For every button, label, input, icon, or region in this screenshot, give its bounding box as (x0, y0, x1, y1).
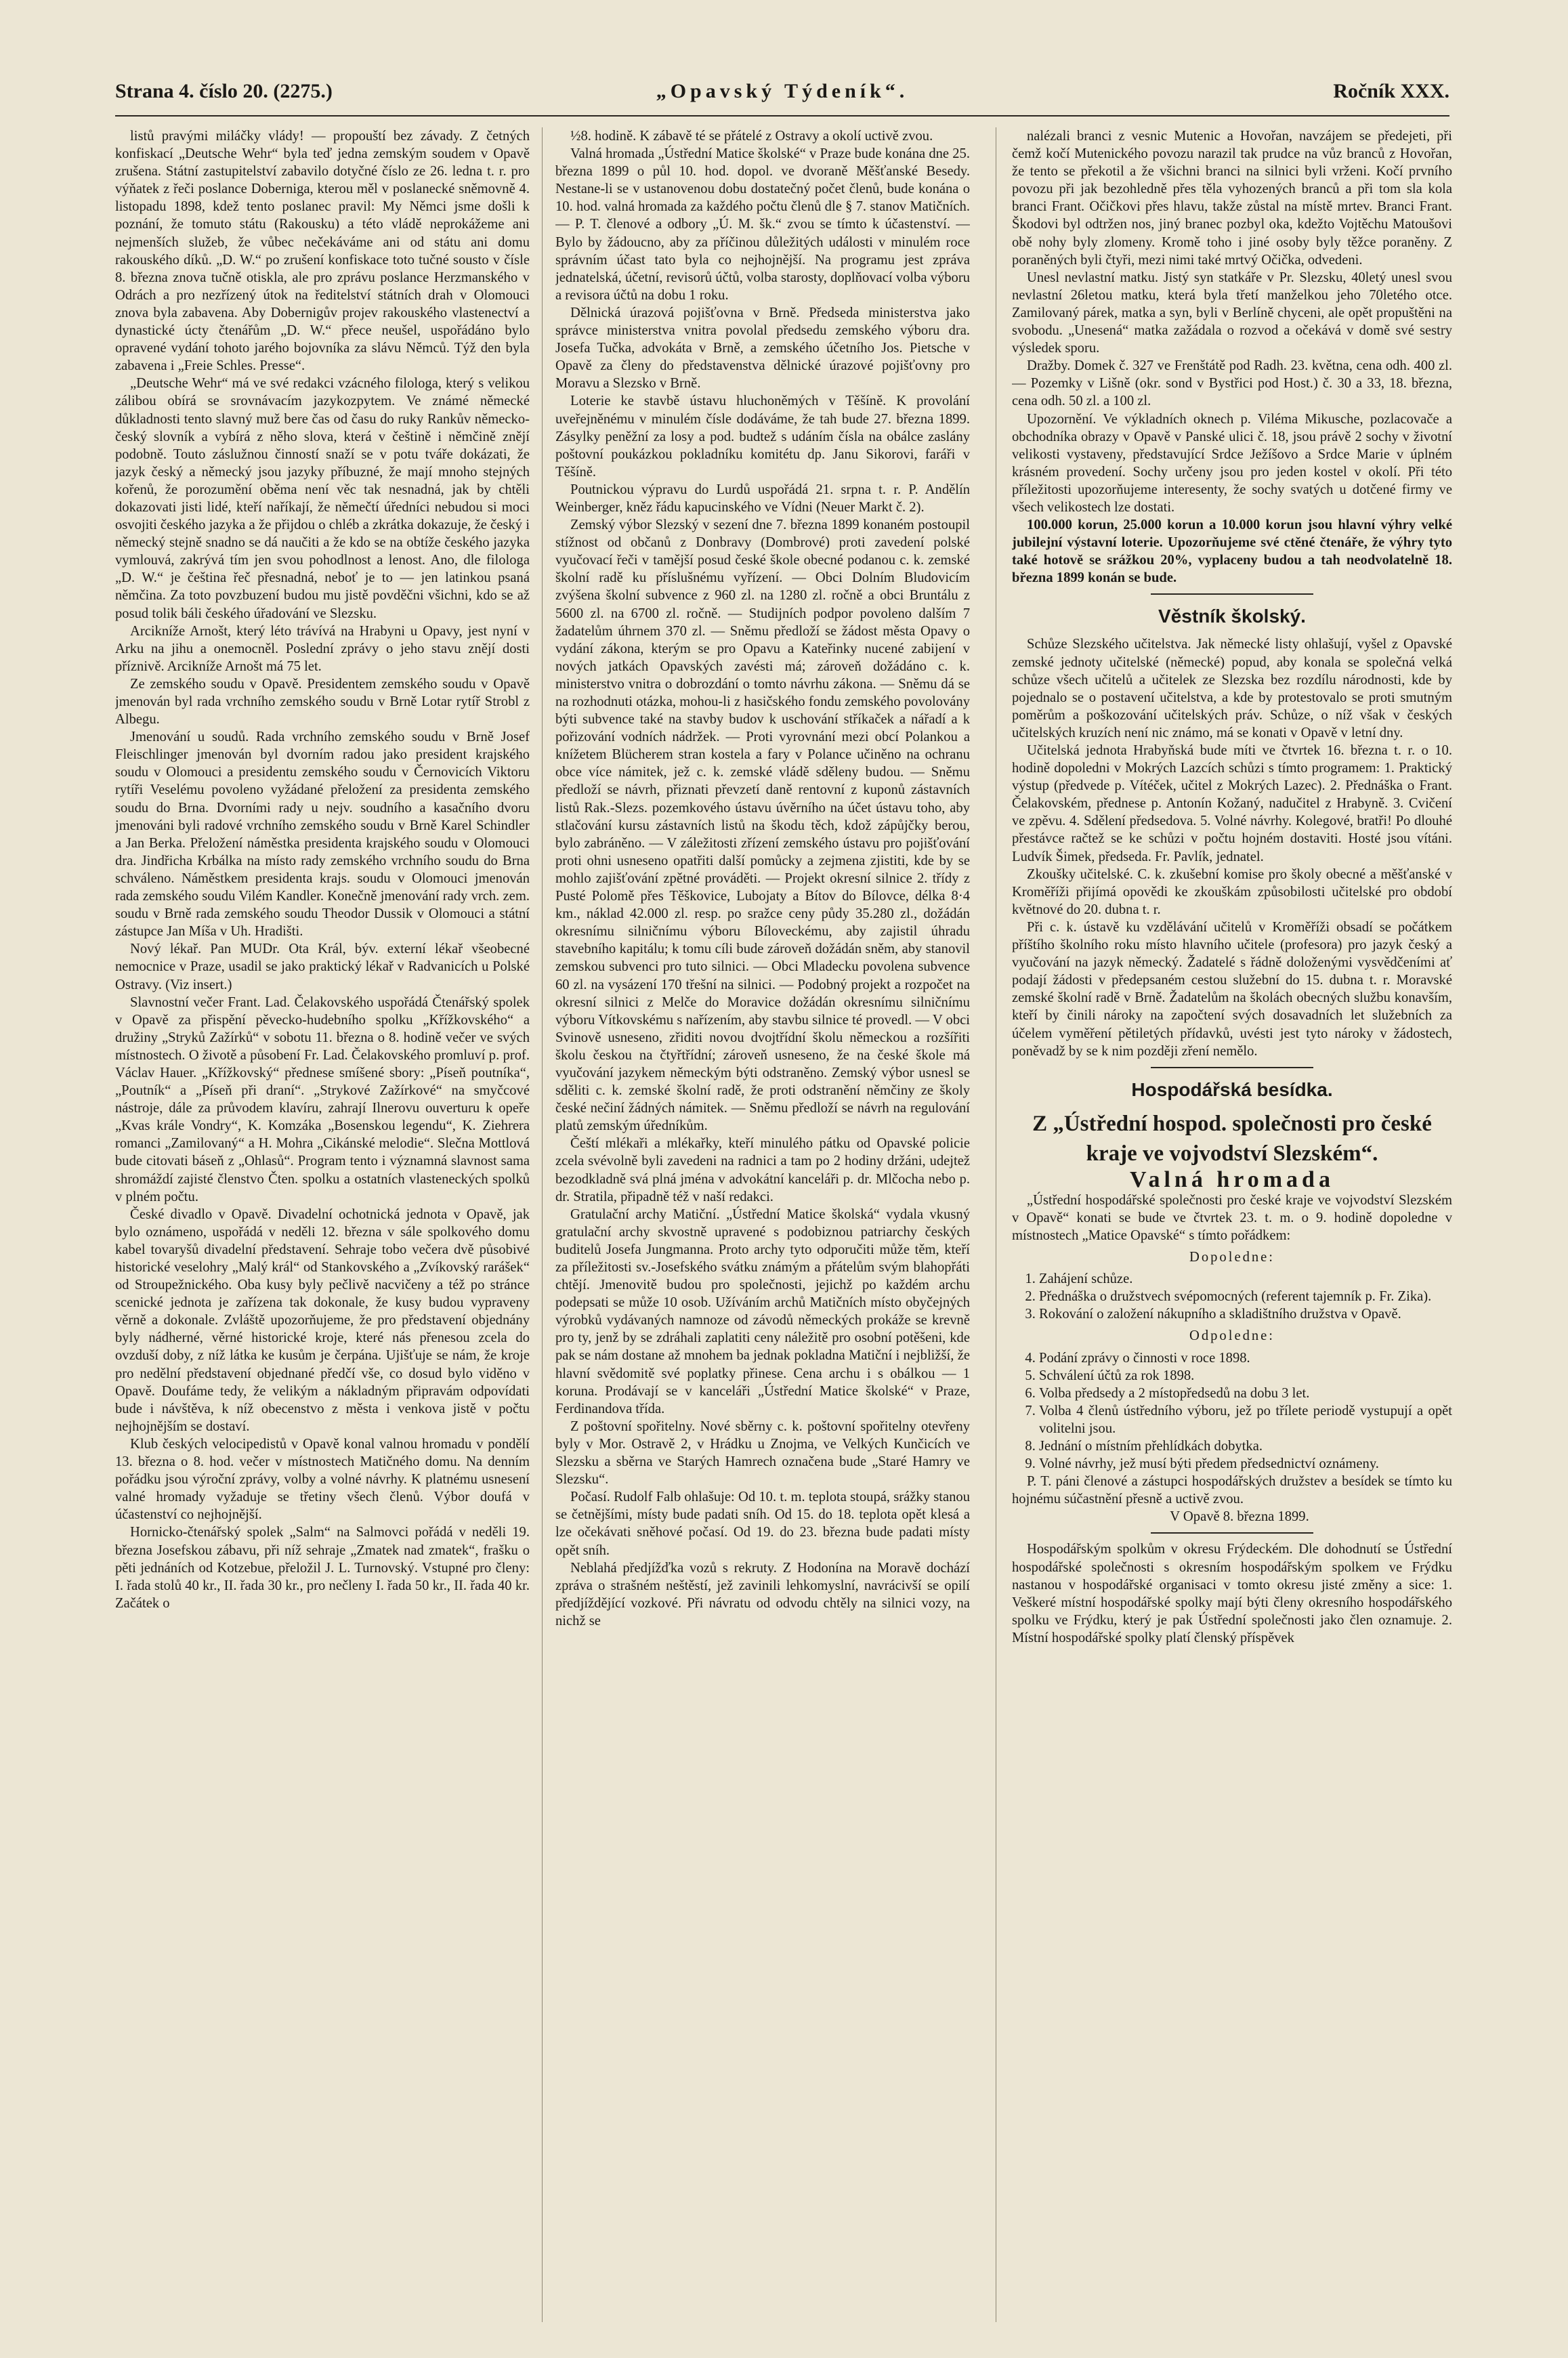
page-number: Strana 4. číslo 20. (2275.) (115, 80, 333, 102)
paragraph: Hospodářským spolkům v okresu Frýdeckém. Dle dohodnutí se Ústřední hospodářské společnosti s okresním hospodářským spolkem ve Frýdku nastanou v hospodářské organisaci v tomto okresu jisté změny a sice: 1. Veškeré místní hospodářské spolky mají býti členy okresního hospodářského spolku ve Frýdku, který je pak Ústřední společnosti jako člen oznamuje. 2. Místní hospodářské spolky platí členský příspěvek (1012, 1542, 1452, 1645)
paragraph: Počasí. Rudolf Falb ohlašuje: Od 10. t. m. teplota stoupá, srážky stanou se četnějšími, místy bude padati sníh. Od 15. do 18. teplota opět klesá a lze očekávati sněhové počasí. Od 19. do 23. března bude padati místy opět sníh. (555, 1490, 970, 1558)
paragraph: Dražby. Domek č. 327 ve Frenštátě pod Radh. 23. května, cena odh. 400 zl. — Pozemky v Lišně (okr. sond v Bystřici pod Host.) č. 30 a 33, 18. března, cena odh. 50 zl. a 100 zl. (1012, 358, 1452, 409)
paragraph: Z poštovní spořitelny. Nové sběrny c. k. poštovní spořitelny otevřeny byly v Mor. Ostravě 2, v Hrádku u Znojma, ve Velkých Kunčicích ve Slezsku a sběrna ve Starých Hamrech označena bude „Staré Hamry ve Slezsku“. (555, 1418, 970, 1488)
paragraph: P. T. páni členové a zástupci hospodářských družstev a besídek se tímto ku hojnému súčastnění přesně a uctivě zvou. (1012, 1474, 1452, 1507)
paragraph: Klub českých velocipedistů v Opavě konal valnou hromadu v pondělí 13. března o 8. hod. večer v místnostech Matičného domu. Na denním pořádku jsou výroční zprávy, volby a volné návrhy. K platnému usnesení valné hromady vyžaduje se třetiny všech členů. Výbor doufá v účastenství co nejhojnější. (115, 1436, 530, 1523)
paragraph: listů pravými miláčky vlády! — propouští bez závady. Z četných konfiskací „Deutsche Wehr“ byla teď jedna zemským soudem v Opavě zrušena. Státní zastupitelství zabavilo dotyčné číslo ze 26. ledna t. r. pro výňatek z řeči poslance Doberniga, kterou měl v poslanecké sněmovně 4. listopadu 1898, kdež tento poslanec pravil: My Němci jsme došli k poznání, že tomuto státu (Rakousku) a této vládě neprokážeme ani nejmenších služeb, že vůbec nečekáváme ani od státu ani domu rakouského díků. „D. W.“ po zrušení konfiskace toto tučné sousto v čísle 8. března znova tučně otiskla, ale pro zprávu poslance Herzmanského v Odrách a pro nezřízený útok na ředitelství státních drah v Olomouci znova byla zabavena. Aby Dobernigův projev rakouského vlastenectví a dynastické úcty čtenářům „D. W.“ přece neušel, uspořádáno bylo opravené vydání tohoto jarého bojovníka za slávu Němců. Týž den byla zabavena i „Freie Schles. Presse“. (115, 129, 530, 374)
agenda-item: 8. Jednání o místním přehlídkách dobytka. (1039, 1437, 1452, 1455)
paragraph: Hornicko-čtenářský spolek „Salm“ na Salmovci pořádá v neděli 19. března Josefskou zábavu, při níž sehraje „Zmatek nad zmatek“, frašku o pěti jednáních od Kotzebue, přeložil J. L. Turnovský. Vstupné pro členy: I. řada stolů 40 kr., II. řada 30 kr., pro nečleny I. řada 50 kr., II. řada 40 kr. Začátek o (115, 1525, 530, 1611)
section-heading-school: Věstník školský. (1158, 606, 1306, 627)
paragraph: Dělnická úrazová pojišťovna v Brně. Předseda ministerstva jako správce ministerstva vnitra povolal předsedu zemského výboru dra. Josefa Tučka, advokáta v Brně, a zemského účetního Jos. Pietsche v Opavě za členy do představenstva dělnické úrazové pojišťovny pro Moravu a Slezsko v Brně. (555, 305, 970, 392)
agenda-list-morning (1012, 1270, 1452, 1323)
paragraph: Upozornění. Ve výkladních oknech p. Viléma Mikusche, pozlacovače a obchodníka obrazy v Opavě v Panské ulici č. 18, jsou právě 2 sochy v životní velikosti vystaveny, představující Srdce Ježíšovo a Srdce Marie v úplném krásném provedení. Sochy určeny jsou pro jeden kostel v okolí. Při této příležitosti upozorňujeme interesenty, že sochy svatých u dotčené firmy ve všech velikostech lze dostati. (1012, 411, 1452, 515)
section-divider (1151, 1067, 1313, 1068)
paragraph: ½8. hodině. K zábavě té se přátelé z Ostravy a okolí uctivě zvou. (570, 129, 933, 144)
paragraph: „Ústřední hospodářské společnosti pro české kraje ve vojvodství Slezském v Opavě“ konati se bude ve čtvrtek 23. t. m. o 9. hodině dopoledne v místnostech „Matice Opavské“ s tímto pořádkem: (1012, 1192, 1452, 1243)
paragraph: Slavnostní večer Frant. Lad. Čelakovského uspořádá Čtenářský spolek v Opavě za přispění pěvecko-hudebního spolku „Křížkovského“ a družiny „Stryků Zažírků“ v sobotu 11. března o 8. hodině večer ve svých místnostech. O životě a působení Fr. Lad. Čelakovského promluví p. prof. Václav Hauer. „Křížkovský“ přednese smíšené sbory: „Píseň poutníka“, „Poutník“ a „Píseň při draní“. „Strykové Zažírkové“ na smyčcové nástroje, dále za průvodem klavíru, zahrají Ilnerovu ouverturu k opeře „Kvas krále Vondry“, K. Komzáka „Bosenskou legendu“, K. Ziehrera romanci „Zamilovaný“ a H. Mohra „Cikánské melodie“. Slečna Mottlová bude citovati báseň z „Ohlasů“. Program tento i významná slavnost sama shromáždí zajisté členstvo Čten. spolku a ostatních vlasteneckých spolků v plném počtu. (115, 994, 530, 1204)
paragraph: Gratulační archy Matiční. „Ústřední Matice školská“ vydala vkusný gratulační archy skvostně upravené s podobiznou patriarchy českých buditelů Josefa Jungmanna. Proto archy tyto odporučiti může těm, kteří za příležitosti sv.-Josefského svátku známým a přátelům svým blahopřáti chtějí. Jmenovitě budou pro společnosti, jejichž po každém archu podepsati se může 10 osob. Užíváním archů Matičních místo obyčejných výrobků vydávaných namnoze od závodů německých prokáže se krevně pro ty, jenž by se zdráhali zaplatiti ceny náležitě pro osobní potěšeni, kde pak se nám dostane až mnohem ba jednak pokladna Matiční i nejbližší, že hlavní svědomitě své poplatky přinese. Cena archu i s obálkou — 1 koruna. Prodávají se v kanceláři „Ústřední Matice školské“ v Praze, Ferdinandova třída. (555, 1206, 970, 1416)
newspaper-title: „Opavský Týdeník“. (656, 80, 909, 102)
column-1 (115, 127, 530, 2322)
paragraph: Loterie ke stavbě ústavu hluchoněmých v Těšíně. K provolání uveřejněnému v minulém čísle dodáváme, že tah bude 27. března 1899. Zásylky peněžní za losy a pod. budtež s udáním čísla na obálce zaslány poštovní poukázkou pokladníku komitétu dp. Janu Sikorovi, faráři v Těšíně. (555, 394, 970, 480)
paragraph: Valná hromada „Ústřední Matice školské“ v Praze bude konána dne 25. března 1899 o půl 10. hod. dopol. ve dvoraně Měšťanské Besedy. Nestane-li se v ustanovenou dobu dostatečný počet členů, bude konána o 10. hod. valná hromada za každého počtu členů dle § 7. stanov Matičních. — P. T. členové a odbory „Ú. M. šk.“ zvou se tímto k účastenství. — Bylo by žádoucno, aby za příčinou důležitých události v minulém roce správním účast tato byla co nejhojnější. Na programu jest zpráva jednatelská, účetní, revisorů účtů, volba starosty, doplňovací volba výboru a revisora účtů na dobu 1 roku. (555, 146, 970, 303)
agenda-item: 6. Volba předsedy a 2 místopředsedů na dobu 3 let. (1039, 1385, 1452, 1402)
agenda-list-afternoon (1012, 1349, 1452, 1473)
paragraph: nalézali branci z vesnic Mutenic a Hovořan, navzájem se předejeti, při čemž kočí Mutenického povozu narazil tak prudce na vůz branců z Hovořan, že tento se překotil a že všichni branci na silnici byli vrženi. Kočí prvního povozu při jak bezohledně přes těla vyhozených branců a při tom sla kola branci Frant. Očičkovi přes hlavu, takže zůstal na místě mrtev. Branci Frant. Škodovi byl odtržen nos, jiný branec pozbyl oka, kdežto Vojtěchu Matoušovi obě nohy byly zlomeny. Kromě toho i jiné osoby byly těžce poraněny. Z poraněných byli čtyři, mezi nimi také mrtvý Očička, odvedeni. (1012, 129, 1452, 268)
paragraph: Čeští mlékaři a mlékařky, kteří minulého pátku od Opavské policie zcela svévolně byli zavedeni na radnici a tam po 2 hodiny držáni, udejtež bezodkladně svá plná jména v advokátní kanceláři p. dr. Mlčocha nebo p. dr. Stratila, připadně též v naší redakci. (555, 1136, 970, 1204)
column-3 (1012, 127, 1452, 2322)
article-subheadline: Valná hromada (1130, 1166, 1334, 1192)
paragraph: Zemský výbor Slezský v sezení dne 7. března 1899 konaném postoupil stížnost od občanů z Donbravy (Dombrové) proti zavedení polské vyučovací řeči v tamější posud české škole obecné podanou c. k. zemské školní radě ku příslušnému vyřízení. — Obci Dolním Bludovicím zvýšena školní subvence z 960 zl. na 1280 zl. ročně a obci Bruntálu z 5600 zl. na 6700 zl. ročně. — Studijních podpor povoleno dalším 7 žadatelům úhrnem 370 zl. — Sněmu předloží se žádost města Opavy o vydání zákona, kterým se pro Opavu a Kateřinky nucené zabijení v nových jatkách Opavských zavésti má; zároveň dožádáno c. k. ministerstvo vnitra o dobrozdání o tomto návrhu zákona. — Sněmu dá se na rozhodnuti otázka, mohou-li z hasičského fondu zemského povolovány býti subvence také na stavby budov k uschování stříkaček a nářadí a k pořizování vodních nádržek. — Proti vyrovnání mezi obcí Polankou a knížetem Blücherem stran kostela a fary v Polance učiněno na ochranu obce více námitek, jež c. k. zemské vládě sděleny budou. — Sněmu předloží se návrh, přiznati převzetí daně rentovní z kuponů zástavních listů Rak.-Slezs. pozemkového ústavu úvěrního na účet ústavu toho, aby stlačování kursu zástavních listů na škodu těch, kdož zápůjčky berou, bylo zabráněno. — V záležitosti zřízení zemského ústavu pro pojišťování proti ohni usneseno opatřiti další pomůcky a zejmena zjistiti, kde by se mohlo zajišťování zpětné prováděti. — Projekt okresní silnice 2. třídy z Pusté Polomě přes Těškovice, Lubojaty a Bítov do Bílovce, délka 8·4 km., náklad 42.000 zl. resp. po sražce ceny půdy 35.280 zl., dožádán okresnímu silničnímu výboru Bíloveckému, aby zajistil úhradu stavebního kapitálu; k tomu cíli bude zároveň dožádán sněm, aby stanovil zemskou subvenci pro tuto silnici. — Obci Mladecku povolena subvence 60 zl. na vysázení 170 třešní na silnici. — Podobný projekt a rozpočet na okresní silnici z Melče do Moravice dožádán okresnímu silničnímu výboru Vítkovskému s nařízením, aby stavbu silnice té provedl. — V obci Svinově usneseno, zřiditi novou dvojtřídní školu německou a rozšířiti školu českou na čtyřtřídní; zároveň usneseno, že na české škole má vyučování jazykem německým býti odstraněno. Zemský výbor usnesl se sděliti c. k. zemské školní radě, že proti odstranění němčiny ze školy české nečiní žádných námitek. — Sněmu předloží se návrh na regulování platů zemským úředníkům. (555, 518, 970, 1134)
agenda-item: 1. Zahájení schůze. (1039, 1270, 1452, 1288)
agenda-item: 4. Podání zprávy o činnosti v roce 1898. (1039, 1349, 1452, 1367)
section-heading-agriculture: Hospodářská besídka. (1131, 1078, 1333, 1100)
paragraph: Jmenování u soudů. Rada vrchního zemského soudu v Brně Josef Fleischlinger jmenován byl dvorním radou jako president krajského soudu v Olomouci a presidentu zemského soudu v Černovicích Viktoru rytíři Veselému povoleno vyžádané přeložení za presidenta zemského soudu do Brna. Dvorními rady u nejv. soudního a kasačního dvoru jmenováni byli radové vrchního zemského soudu v Brně Karel Schindler a Jan Berka. Přeložení náměstka presidenta krajského soudu v Olomouci dra. Jindřicha Krbálka na místo rady zemského vrchního soudu do Brna schváleno. Náměstkem presidenta krajs. soudu v Olomouci jmenován rada zemského soudu Vilém Kandler. Konečně jmenování rady vrch. zem. soudu v Brně rada zemského soudu Theodor Dussik v Olomouci a státní zástupce Jan Míša v Uh. Hradišti. (115, 730, 530, 940)
agenda-heading-morning: Dopoledne: (1189, 1250, 1275, 1265)
section-divider (1151, 593, 1313, 595)
paragraph: Unesl nevlastní matku. Jistý syn statkáře v Pr. Slezsku, 40letý unesl svou nevlastní 26letou matku, která byla třetí manželkou jeho 70letého otce. Zamilovaný párek, matka a syn, byli v Berlíně chyceni, ale opět propuštěni na svobodu. „Unesená“ matka zažádala o rozvod a očekává v domě své sestry výsledek sporu. (1012, 270, 1452, 356)
article-headline: Z „Ústřední hospod. společnosti pro české kraje ve vojvodství Slezském“. (1032, 1111, 1432, 1166)
agenda-item: 9. Volné návrhy, jež musí býti předem předsednictví oznámeny. (1039, 1455, 1452, 1473)
paragraph: 100.000 korun, 25.000 korun a 10.000 korun jsou hlavní výhry velké jubilejní výstavní loterie. Upozorňujeme své ctěné čtenáře, že výhry tyto také hotově se srážkou 20%, vyplaceny budou a tah neodvolatelně 18. března 1899 konán se bude. (1012, 518, 1452, 586)
paragraph: Zkoušky učitelské. C. k. zkušební komise pro školy obecné a měšťanské v Kroměříži přijímá opovědi ke zkouškám způsobilosti učitelské pro období květnové do 20. dubna t. r. (1012, 866, 1452, 917)
paragraph: Poutnickou výpravu do Lurdů uspořádá 21. srpna t. r. P. Andělín Weinberger, kněz řádu kapucinského ve Vídni (Neuer Markt č. 2). (555, 482, 970, 515)
paragraph: Učitelská jednota Hrabyňská bude míti ve čtvrtek 16. března t. r. o 10. hodině dopoledni v Mokrých Lazcích schůzi s tímto programem: 1. Praktický výstup (předvede p. Vítéček, učitel z Mokrých Lazec). 2. Přednáška o Frant. Čelakovském, přednese p. Antonín Kožaný, nadučitel z Hrabyně. 3. Cvičení ve zpěvu. 4. Sdělení předsedova. 5. Volné návrhy. Kolegové, bratři! Po dlouhé přestávce račtež se ke schůzi v počtu hojném dostaviti. Hosté jsou vítáni. Ludvík Šimek, předseda. Fr. Pavlík, jednatel. (1012, 743, 1452, 864)
header-rule (115, 115, 1449, 117)
section-divider (1151, 1532, 1313, 1534)
agenda-heading-afternoon: Odpoledne: (1189, 1328, 1275, 1344)
page-header (115, 80, 1449, 111)
volume-number: Ročník XXX. (1333, 80, 1449, 102)
agenda-item: 3. Rokování o založení nákupního a skladištního družstva v Opavě. (1039, 1305, 1452, 1323)
paragraph: Při c. k. ústavě ku vzdělávání učitelů v Kroměříži obsadí se počátkem příštího školního roku místo hlavního učitele (profesora) pro jazyk český a vyučování na jazyk německý. Žadatelé s řádně doloženými vysvědčeními ať podají žádosti v předepsaném cestou služební do 15. dubna t. r. Moravské zemské školní radě v Brně. Žadatelům na školách obecných službu konavším, kteří by činili nároky na započtení svých dosavadních let služebních za účelem vyměření pětiletých přídavků, uvésti jest tyto nároky v žádostech, poněvadž by se k nim později zření nemělo. (1012, 919, 1452, 1059)
paragraph: Ze zemského soudu v Opavě. Presidentem zemského soudu v Opavě jmenován byl rada vrchního zemského soudu v Brně Lotar rytíř Strobl z Albegu. (115, 676, 530, 728)
paragraph: České divadlo v Opavě. Divadelní ochotnická jednota v Opavě, jak bylo oznámeno, uspořádá v neděli 12. března v sále spolkového domu kabel tovaryšů divadelní představení. Sehraje tobo večera dvě působivé historické veselohry „Malý král“ od Stankovského a „Zvíkovský rarášek“ od Stroupežnického. Oba kusy byly pečlivě nacvičeny a též po stránce scenické jednota je zařízena tak dokonale, že kusy budou vypraveny věrně a dokonale. Zvláště upozorňujeme, že pro představení objednány byly nádherné, věrné historické kroje, které nás přenesou zcela do ovzduší doby, z níž látka ke kusům je čerpána. Ujišťuje se nám, že kroje pro nedělní představení objednané předčí vše, co dosud bylo viděno v Opavě. Doufáme tedy, že velikým a nákladným připravám odpovídati bude i návštěva, k níž obecenstvo z města i venkova jistě v počtu nejhojnějším se dostaví. (115, 1206, 530, 1434)
column-2 (555, 127, 970, 2322)
column-divider (542, 127, 543, 2322)
agenda-item: 7. Volba 4 členů ústředního výboru, jež po třílete periodě vystupují a opět volitelni jsou. (1039, 1402, 1452, 1437)
agenda-item: 5. Schválení účtů za rok 1898. (1039, 1367, 1452, 1385)
paragraph: Arcikníže Arnošt, který léto trávívá na Hrabyni u Opavy, jest nyní v Arku na jihu a onemocněl. Poslední zprávy o jeho stavu znějí dosti příznivě. Arcikníže Arnošt má 75 let. (115, 623, 530, 674)
paragraph: Nový lékař. Pan MUDr. Ota Král, býv. externí lékař všeobecné nemocnice v Praze, usadil se jako praktický lékař v Radvanicích u Polské Ostravy. (Viz insert.) (115, 942, 530, 992)
paragraph: „Deutsche Wehr“ má ve své redakci vzácného filologa, který s velikou zálibou obírá se srovnávacím jazykozpytem. Ve známé německé důkladnosti tento slavný muž bere čas od času do ruky Rankův německo-český slovník a vybírá z něho slova, která v češtině i němčině znějí podobně. Touto záslužnou činností snaží se v potu tváře dokázati, že jazyk český a německý jsou jazyky příbuzné, že mají mnoho stejných kořenů, že porozumění oběma není věc tak nesnadná, jak by chtěli dokazovati jisti lidé, kteří naříkají, že němečtí úředníci nebudou si moci osvojiti českého jazyka a že přijdou o chléb a zkrátka dokazuje, že český i německý stejně snadno se dá naučiti a že kdo se na obtíže českého jazyka vymlouvá, zakrývá tím jen svou pohodlnost a lenost. Ano, dle filologa „D. W.“ je čeština řeč přesnadná, neboť je to — jen latinkou psaná němčina. Za toto povzbuzení budou mu jistě povděčni všichni, kdo se až posud tolik báli českého úřadování ve Slezsku. (115, 376, 530, 621)
dateline: V Opavě 8. března 1899. (1170, 1509, 1309, 1525)
paragraph: Neblahá předjížďka vozů s rekruty. Z Hodonína na Moravě dochází zpráva o strašném neštěstí, jež zavinili lehkomyslní, navrácivší se opilí předjíždějící vozkové. Při návratu od odvodu chtěly na silnici vozy, na nichž se (555, 1560, 970, 1628)
agenda-item: 2. Přednáška o družstvech svépomocných (referent tajemník p. Fr. Zika). (1039, 1288, 1452, 1305)
paragraph: Schůze Slezského učitelstva. Jak německé listy ohlašují, vyšel z Opavské zemské jednoty učitelské (německé) popud, aby konala se společná velká schůze všech učitelů a učitelek ze Slezska bez rozdílu národnosti, kde by pojednalo se o postavení učitelstva, a kde by protestovalo se proti smutným poměrům a poškozování učitelských práv. Schůze, o níž však v českých učitelských kruzích není nic známo, má se konati v Opavě v letní dny. (1012, 637, 1452, 740)
